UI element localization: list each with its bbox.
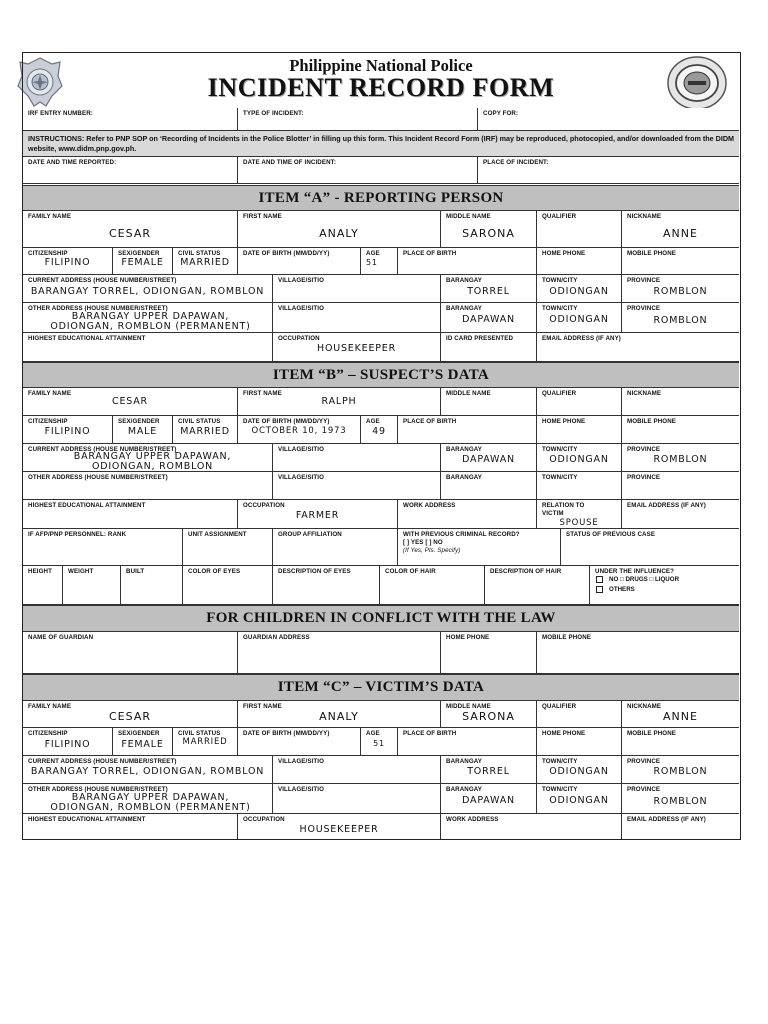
a-age-field[interactable] <box>361 248 398 275</box>
c-work-address-field[interactable] <box>441 814 622 839</box>
field-label: WEIGHT <box>68 568 94 575</box>
c-other-province-field[interactable] <box>622 784 739 814</box>
b-middle-name-field[interactable] <box>441 388 537 416</box>
b-home-phone-field[interactable] <box>537 416 622 444</box>
b-province-value: ROMBLON <box>653 454 708 465</box>
c-occupation-field[interactable] <box>238 814 441 839</box>
place-of-incident-label: PLACE OF INCIDENT: <box>483 159 549 166</box>
field-label: FIRST NAME <box>243 703 282 710</box>
field-label: BUILT <box>126 568 145 575</box>
b-weight-field[interactable] <box>63 566 121 605</box>
field-label: OCCUPATION <box>243 816 285 823</box>
date-time-incident-field[interactable] <box>238 157 478 184</box>
a-barangay-field[interactable] <box>441 275 537 303</box>
field-label: VILLAGE/SITIO <box>278 446 324 453</box>
c-age-field[interactable] <box>361 728 398 756</box>
a-middle-name-value: SARONA <box>462 227 515 240</box>
c-email-field[interactable] <box>622 814 739 839</box>
a-first-name-value: ANALY <box>319 227 359 240</box>
c-other-village-field[interactable] <box>273 784 441 814</box>
field-label: OCCUPATION <box>278 335 320 342</box>
a-sex-value: FEMALE <box>121 257 164 268</box>
b-barangay-field[interactable] <box>441 444 537 472</box>
c-family-name-value: CESAR <box>109 710 151 723</box>
field-label: HOME PHONE <box>542 730 586 737</box>
b-dob-value: OCTOBER 10, 1973 <box>251 426 347 436</box>
c-province-field[interactable] <box>622 756 739 784</box>
guardian-home-phone-field[interactable] <box>441 632 537 674</box>
field-label: TOWN/CITY <box>542 277 578 284</box>
type-of-incident-field[interactable] <box>238 108 478 131</box>
b-other-province-field[interactable] <box>622 472 739 500</box>
field-label: HOME PHONE <box>542 418 586 425</box>
c-civil-status-value: MARRIED <box>182 737 228 747</box>
field-label: STATUS OF PREVIOUS CASE <box>566 531 656 538</box>
field-label: TOWN/CITY <box>542 758 578 765</box>
b-citizenship-value: FILIPINO <box>44 426 91 437</box>
field-label: FAMILY NAME <box>28 213 72 220</box>
b-relation-value: SPOUSE <box>559 518 599 528</box>
c-barangay-value: TORREL <box>467 766 510 777</box>
c-mobile-phone-field[interactable] <box>622 728 739 756</box>
field-label: EMAIL ADDRESS (IF ANY) <box>542 335 621 342</box>
b-qualifier-field[interactable] <box>537 388 622 416</box>
b-relation-field[interactable] <box>537 500 622 529</box>
b-sex-field[interactable] <box>113 416 173 444</box>
a-id-card-field[interactable] <box>441 333 537 362</box>
b-current-address-value: BARANGAY UPPER DAPAWAN, ODIONGAN, ROMBLON <box>73 451 232 472</box>
field-label: CURRENT ADDRESS (HOUSE NUMBER/STREET) <box>28 758 177 765</box>
field-label: DATE OF BIRTH (MM/DD/YY) <box>243 250 330 257</box>
b-rank-field[interactable] <box>23 529 183 566</box>
field-label: MIDDLE NAME <box>446 703 491 710</box>
field-label: MIDDLE NAME <box>446 390 491 397</box>
field-label: VILLAGE/SITIO <box>278 305 324 312</box>
field-label: FAMILY NAME <box>28 703 72 710</box>
field-label: HEIGHT <box>28 568 52 575</box>
b-influence-field[interactable] <box>590 566 739 605</box>
field-label: FIRST NAME <box>243 390 282 397</box>
field-label: CIVIL STATUS <box>178 250 221 257</box>
c-current-address-field[interactable] <box>23 756 273 784</box>
b-first-name-value: RALPH <box>321 396 357 407</box>
field-label: WORK ADDRESS <box>403 502 456 509</box>
field-label: CIVIL STATUS <box>178 418 221 425</box>
field-label: PLACE OF BIRTH <box>403 418 457 425</box>
c-other-town-field[interactable] <box>537 784 622 814</box>
field-label: TOWN/CITY <box>542 786 578 793</box>
a-civil-status-value: MARRIED <box>180 257 230 268</box>
field-label: UNIT ASSIGNMENT <box>188 531 247 538</box>
field-label: BARANGAY <box>446 474 482 481</box>
field-label: NICKNAME <box>627 213 662 220</box>
field-label: SEX/GENDER <box>118 250 160 257</box>
field-label: RELATION TO VICTIM <box>542 502 585 517</box>
b-other-address-field[interactable] <box>23 472 273 500</box>
b-occupation-value: FARMER <box>295 510 340 521</box>
field-label: CITIZENSHIP <box>28 418 68 425</box>
c-nickname-value: ANNE <box>663 710 698 723</box>
field-label: DESCRIPTION OF HAIR <box>490 568 562 575</box>
guardian-name-field[interactable] <box>23 632 238 674</box>
field-label: QUALIFIER <box>542 213 577 220</box>
a-sex-field[interactable] <box>113 248 173 275</box>
copy-for-label: COPY FOR: <box>483 110 519 117</box>
field-label: HOME PHONE <box>446 634 490 641</box>
section-c-heading: ITEM “C” – VICTIM’S DATA <box>23 674 739 701</box>
a-other-address-field[interactable] <box>23 303 273 333</box>
field-label: GUARDIAN ADDRESS <box>243 634 310 641</box>
b-current-address-field[interactable] <box>23 444 273 472</box>
date-time-reported-label: DATE AND TIME REPORTED: <box>28 159 117 166</box>
c-other-town-value: ODIONGAN <box>549 795 609 806</box>
a-middle-name-field[interactable] <box>441 211 537 248</box>
field-label: VILLAGE/SITIO <box>278 786 324 793</box>
a-other-province-value: ROMBLON <box>653 315 708 326</box>
irf-entry-number-label: IRF ENTRY NUMBER: <box>28 110 93 117</box>
b-place-of-birth-field[interactable] <box>398 416 537 444</box>
b-email-field[interactable] <box>622 500 739 529</box>
c-place-of-birth-field[interactable] <box>398 728 537 756</box>
irf-entry-number-field[interactable] <box>23 108 238 131</box>
b-occupation-field[interactable] <box>238 500 398 529</box>
field-label: WORK ADDRESS <box>446 816 499 823</box>
field-label: BARANGAY <box>446 446 482 453</box>
section-b-heading: ITEM “B” – SUSPECT’S DATA <box>23 362 739 388</box>
field-label: MIDDLE NAME <box>446 213 491 220</box>
c-other-province-value: ROMBLON <box>653 796 708 807</box>
c-age-value: 51 <box>373 739 385 748</box>
section-children-heading: FOR CHILDREN IN CONFLICT WITH THE LAW <box>23 605 739 632</box>
type-of-incident-label: TYPE OF INCIDENT: <box>243 110 304 117</box>
field-label: CURRENT ADDRESS (HOUSE NUMBER/STREET) <box>28 446 177 453</box>
field-label: MOBILE PHONE <box>627 418 676 425</box>
a-occupation-value: HOUSEKEEPER <box>317 343 396 354</box>
section-a-heading: ITEM “A” - REPORTING PERSON <box>23 185 739 211</box>
b-work-address-field[interactable] <box>398 500 537 529</box>
field-label: QUALIFIER <box>542 703 577 710</box>
b-group-field[interactable] <box>273 529 398 566</box>
b-other-town-field[interactable] <box>537 472 622 500</box>
a-barangay-value: TORREL <box>467 286 510 297</box>
a-home-phone-field[interactable] <box>537 248 622 275</box>
b-nickname-field[interactable] <box>622 388 739 416</box>
b-desc-hair-field[interactable] <box>485 566 590 605</box>
c-occupation-value: HOUSEKEEPER <box>299 824 379 835</box>
field-label: MOBILE PHONE <box>627 730 676 737</box>
a-other-village-field[interactable] <box>273 303 441 333</box>
b-town-field[interactable] <box>537 444 622 472</box>
c-citizenship-field[interactable] <box>23 728 113 756</box>
field-label: NAME OF GUARDIAN <box>28 634 94 641</box>
c-sex-field[interactable] <box>113 728 173 756</box>
a-current-address-value: BARANGAY TORREL, ODIONGAN, ROMBLON <box>30 286 265 297</box>
field-label: NICKNAME <box>627 390 662 397</box>
a-education-field[interactable] <box>23 333 273 362</box>
a-other-province-field[interactable] <box>622 303 739 333</box>
b-town-value: ODIONGAN <box>549 454 609 465</box>
field-label: CITIZENSHIP <box>28 250 68 257</box>
b-desc-eyes-field[interactable] <box>273 566 380 605</box>
field-label: BARANGAY <box>446 305 482 312</box>
a-town-value: ODIONGAN <box>549 286 609 297</box>
b-prev-case-field[interactable] <box>561 529 739 566</box>
a-dob-field[interactable] <box>238 248 361 275</box>
field-label: DESCRIPTION OF EYES <box>278 568 351 575</box>
c-other-address-value: BARANGAY UPPER DAPAWAN, ODIONGAN, ROMBLON (PERMANENT) <box>50 792 251 813</box>
field-label: VILLAGE/SITIO <box>278 758 324 765</box>
a-nickname-field[interactable] <box>622 211 739 248</box>
field-label: MOBILE PHONE <box>542 634 591 641</box>
c-dob-field[interactable] <box>238 728 361 756</box>
field-label: FAMILY NAME <box>28 390 72 397</box>
field-label: TOWN/CITY <box>542 474 578 481</box>
b-sex-value: MALE <box>127 426 158 437</box>
field-label: SEX/GENDER <box>118 730 160 737</box>
influence-option-row-2[interactable] <box>596 586 635 593</box>
field-label: TOWN/CITY <box>542 446 578 453</box>
a-other-town-field[interactable] <box>537 303 622 333</box>
c-province-value: ROMBLON <box>653 766 708 777</box>
a-family-name-field[interactable] <box>23 211 238 248</box>
c-middle-name-value: SARONA <box>462 710 515 723</box>
c-other-address-field[interactable] <box>23 784 273 814</box>
c-other-barangay-value: DAPAWAN <box>462 795 515 806</box>
place-of-incident-field[interactable] <box>478 157 739 184</box>
field-label: VILLAGE/SITIO <box>278 474 324 481</box>
c-family-name-field[interactable] <box>23 701 238 728</box>
b-family-name-field[interactable] <box>23 388 238 416</box>
field-label: ID CARD PRESENTED <box>446 335 514 342</box>
c-home-phone-field[interactable] <box>537 728 622 756</box>
b-other-village-field[interactable] <box>273 472 441 500</box>
field-label: FIRST NAME <box>243 213 282 220</box>
b-province-field[interactable] <box>622 444 739 472</box>
a-nickname-value: ANNE <box>663 227 698 240</box>
c-barangay-field[interactable] <box>441 756 537 784</box>
c-middle-name-field[interactable] <box>441 701 537 728</box>
field-label: PROVINCE <box>627 446 661 453</box>
a-other-barangay-value: DAPAWAN <box>462 314 515 325</box>
b-color-hair-field[interactable] <box>380 566 485 605</box>
c-village-field[interactable] <box>273 756 441 784</box>
field-label: GROUP AFFILIATION <box>278 531 342 538</box>
a-mobile-phone-field[interactable] <box>622 248 739 275</box>
influence-option-2-label: OTHERS <box>609 586 635 594</box>
field-label: COLOR OF EYES <box>188 568 241 575</box>
b-family-name-value: CESAR <box>112 396 148 407</box>
instructions-text: INSTRUCTIONS: Refer to PNP SOP on ‘Recording of Incidents in the Police Blotter’ in filling up this form. This Incident Record Form (IRF) may be reproduced, photocopied, and/or downloaded from the DIDM website, www.didm.pnp.gov.ph. <box>23 131 739 157</box>
field-label: PROVINCE <box>627 786 661 793</box>
a-age-value: 51 <box>366 258 378 267</box>
b-civil-status-value: MARRIED <box>180 426 230 437</box>
field-label: OTHER ADDRESS (HOUSE NUMBER/STREET) <box>28 786 168 793</box>
c-current-address-value: BARANGAY TORREL, ODIONGAN, ROMBLON <box>30 766 265 777</box>
field-label: PROVINCE <box>627 474 661 481</box>
a-qualifier-field[interactable] <box>537 211 622 248</box>
field-label: CURRENT ADDRESS (HOUSE NUMBER/STREET) <box>28 277 177 284</box>
field-label: BARANGAY <box>446 758 482 765</box>
field-label: AGE <box>366 418 380 425</box>
b-unit-field[interactable] <box>183 529 273 566</box>
guardian-mobile-phone-field[interactable] <box>537 632 739 674</box>
field-label: COLOR OF HAIR <box>385 568 436 575</box>
field-label: BARANGAY <box>446 786 482 793</box>
b-first-name-field[interactable] <box>238 388 441 416</box>
form-title: INCIDENT RECORD FORM <box>207 73 555 102</box>
c-first-name-field[interactable] <box>238 701 441 728</box>
b-barangay-value: DAPAWAN <box>462 454 515 465</box>
field-label: PLACE OF BIRTH <box>403 730 457 737</box>
a-civil-status-field[interactable] <box>173 248 238 275</box>
prev-record-options[interactable]: [ ] YES [ ] NO <box>403 539 443 546</box>
a-province-field[interactable] <box>622 275 739 303</box>
field-label: NICKNAME <box>627 703 662 710</box>
c-civil-status-field[interactable] <box>173 728 238 756</box>
field-label: OCCUPATION <box>243 502 285 509</box>
field-label: PLACE OF BIRTH <box>403 250 457 257</box>
field-label: EMAIL ADDRESS (IF ANY) <box>627 816 706 823</box>
field-label: QUALIFIER <box>542 390 577 397</box>
copy-for-field[interactable] <box>478 108 739 131</box>
b-dob-field[interactable] <box>238 416 361 444</box>
a-other-town-value: ODIONGAN <box>549 314 609 325</box>
b-built-field[interactable] <box>121 566 183 605</box>
a-email-field[interactable] <box>537 333 739 362</box>
field-label: HIGHEST EDUCATIONAL ATTAINMENT <box>28 502 146 509</box>
prev-record-note: (If Yes, Pls. Specify) <box>403 547 461 554</box>
c-first-name-value: ANALY <box>319 710 359 723</box>
b-other-barangay-field[interactable] <box>441 472 537 500</box>
field-label: MOBILE PHONE <box>627 250 676 257</box>
c-nickname-field[interactable] <box>622 701 739 728</box>
a-town-field[interactable] <box>537 275 622 303</box>
field-label: VILLAGE/SITIO <box>278 277 324 284</box>
b-color-eyes-field[interactable] <box>183 566 273 605</box>
a-first-name-field[interactable] <box>238 211 441 248</box>
a-other-barangay-field[interactable] <box>441 303 537 333</box>
field-label: PROVINCE <box>627 305 661 312</box>
date-time-incident-label: DATE AND TIME OF INCIDENT: <box>243 159 336 166</box>
a-province-value: ROMBLON <box>653 286 708 297</box>
field-label: TOWN/CITY <box>542 305 578 312</box>
field-label: SEX/GENDER <box>118 418 160 425</box>
field-label: CIVIL STATUS <box>178 730 221 737</box>
field-label: DATE OF BIRTH (MM/DD/YY) <box>243 730 330 737</box>
guardian-address-field[interactable] <box>238 632 441 674</box>
influence-option-1-label: NO □ DRUGS □ LIQUOR <box>609 576 680 584</box>
field-label: EMAIL ADDRESS (IF ANY) <box>627 502 706 509</box>
b-mobile-phone-field[interactable] <box>622 416 739 444</box>
b-prev-record-field[interactable] <box>398 529 561 566</box>
field-label: CITIZENSHIP <box>28 730 68 737</box>
field-label: UNDER THE INFLUENCE? <box>595 568 674 575</box>
a-place-of-birth-field[interactable] <box>398 248 537 275</box>
influence-option-row-1[interactable] <box>596 576 679 583</box>
b-height-field[interactable] <box>23 566 63 605</box>
b-civil-status-field[interactable] <box>173 416 238 444</box>
c-town-field[interactable] <box>537 756 622 784</box>
field-label: OTHER ADDRESS (HOUSE NUMBER/STREET) <box>28 474 168 481</box>
field-label: HIGHEST EDUCATIONAL ATTAINMENT <box>28 816 146 823</box>
c-education-field[interactable] <box>23 814 238 839</box>
b-village-field[interactable] <box>273 444 441 472</box>
b-age-field[interactable] <box>361 416 398 444</box>
field-label: HOME PHONE <box>542 250 586 257</box>
c-citizenship-value: FILIPINO <box>44 739 91 750</box>
field-label: WITH PREVIOUS CRIMINAL RECORD? <box>403 531 520 538</box>
field-label: PROVINCE <box>627 758 661 765</box>
date-time-reported-field[interactable] <box>23 157 238 184</box>
b-citizenship-field[interactable] <box>23 416 113 444</box>
a-current-address-field[interactable] <box>23 275 273 303</box>
c-town-value: ODIONGAN <box>549 766 609 777</box>
field-label: HIGHEST EDUCATIONAL ATTAINMENT <box>28 335 146 342</box>
checkbox-icon[interactable] <box>596 586 603 593</box>
field-label: IF AFP/PNP PERSONNEL: RANK <box>28 531 127 538</box>
c-sex-value: FEMALE <box>121 739 164 750</box>
a-citizenship-value: FILIPINO <box>44 257 91 268</box>
field-label: DATE OF BIRTH (MM/DD/YY) <box>243 418 330 425</box>
checkbox-icon[interactable] <box>596 576 603 583</box>
c-other-barangay-field[interactable] <box>441 784 537 814</box>
b-education-field[interactable] <box>23 500 238 529</box>
a-occupation-field[interactable] <box>273 333 441 362</box>
field-label: BARANGAY <box>446 277 482 284</box>
a-family-name-value: CESAR <box>109 227 151 240</box>
a-citizenship-field[interactable] <box>23 248 113 275</box>
c-qualifier-field[interactable] <box>537 701 622 728</box>
field-label: AGE <box>366 250 380 257</box>
b-age-value: 49 <box>372 426 386 437</box>
field-label: OTHER ADDRESS (HOUSE NUMBER/STREET) <box>28 305 168 312</box>
agency-name: Philippine National Police <box>289 56 473 75</box>
a-other-address-value: BARANGAY UPPER DAPAWAN, ODIONGAN, ROMBLON (PERMANENT) <box>50 311 251 332</box>
field-label: AGE <box>366 730 380 737</box>
field-label: PROVINCE <box>627 277 661 284</box>
a-village-field[interactable] <box>273 275 441 303</box>
incident-record-form <box>22 52 741 840</box>
